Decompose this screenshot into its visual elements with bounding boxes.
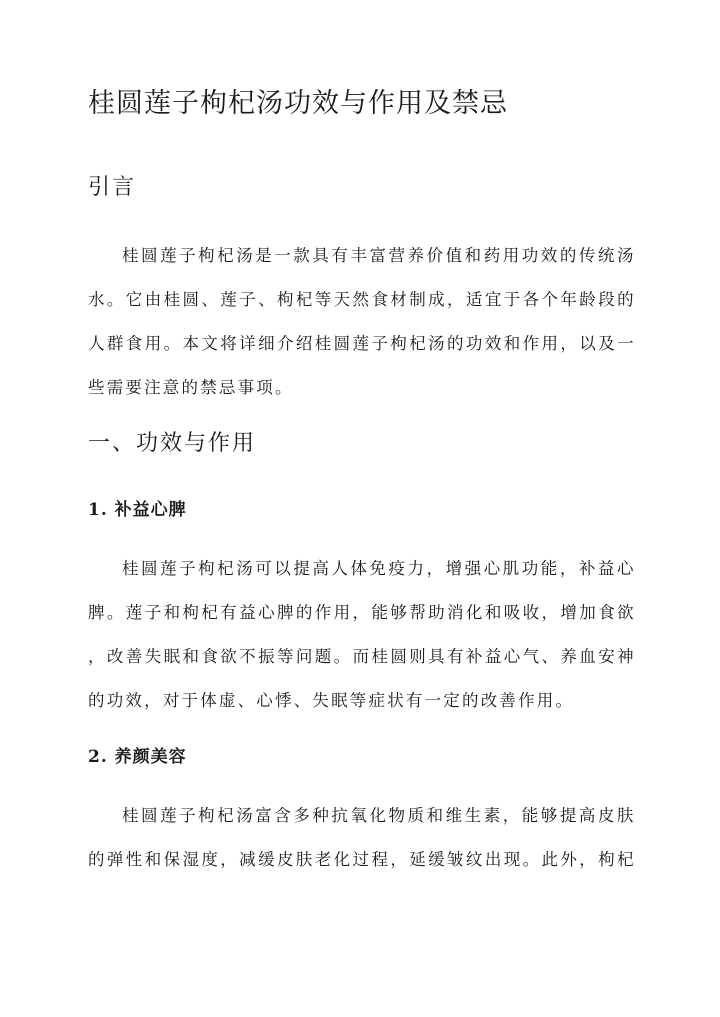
heart-spleen-paragraph: [88, 547, 636, 723]
beauty-paragraph: [88, 794, 636, 882]
document-title: 桂圆莲子枸杞汤功效与作用及禁忌: [88, 88, 508, 119]
subsection-heading-heart-spleen: 1. 补益心脾: [88, 500, 187, 520]
paragraph-line: 桂圆莲子枸杞汤富含多种抗氧化物质和维生素，能够提高皮肤: [122, 806, 636, 825]
subsection-heading-beauty: 2. 养颜美容: [88, 747, 187, 767]
paragraph-line: 水。它由桂圆、莲子、枸杞等天然食材制成，适宜于各个年龄段的: [88, 290, 636, 309]
paragraph-line: ，改善失眠和食欲不振等问题。而桂圆则具有补益心气、养血安神: [88, 647, 636, 666]
section-heading-effects: 一、功效与作用: [88, 431, 257, 456]
intro-paragraph: [88, 234, 636, 410]
intro-heading: 引言: [88, 175, 137, 200]
paragraph-line: 脾。莲子和枸杞有益心脾的作用，能够帮助消化和吸收，增加食欲: [88, 603, 636, 622]
paragraph-line: 的功效，对于体虚、心悸、失眠等症状有一定的改善作用。: [88, 691, 575, 710]
paragraph-line: 些需要注意的禁忌事项。: [88, 378, 294, 397]
paragraph-line: 人群食用。本文将详细介绍桂圆莲子枸杞汤的功效和作用，以及一: [88, 334, 636, 353]
paragraph-line: 桂圆莲子枸杞汤是一款具有丰富营养价值和药用功效的传统汤: [122, 246, 636, 265]
paragraph-line: 桂圆莲子枸杞汤可以提高人体免疫力，增强心肌功能，补益心: [122, 559, 636, 578]
paragraph-line: 的弹性和保湿度，减缓皮肤老化过程，延缓皱纹出现。此外，枸杞: [88, 850, 636, 869]
